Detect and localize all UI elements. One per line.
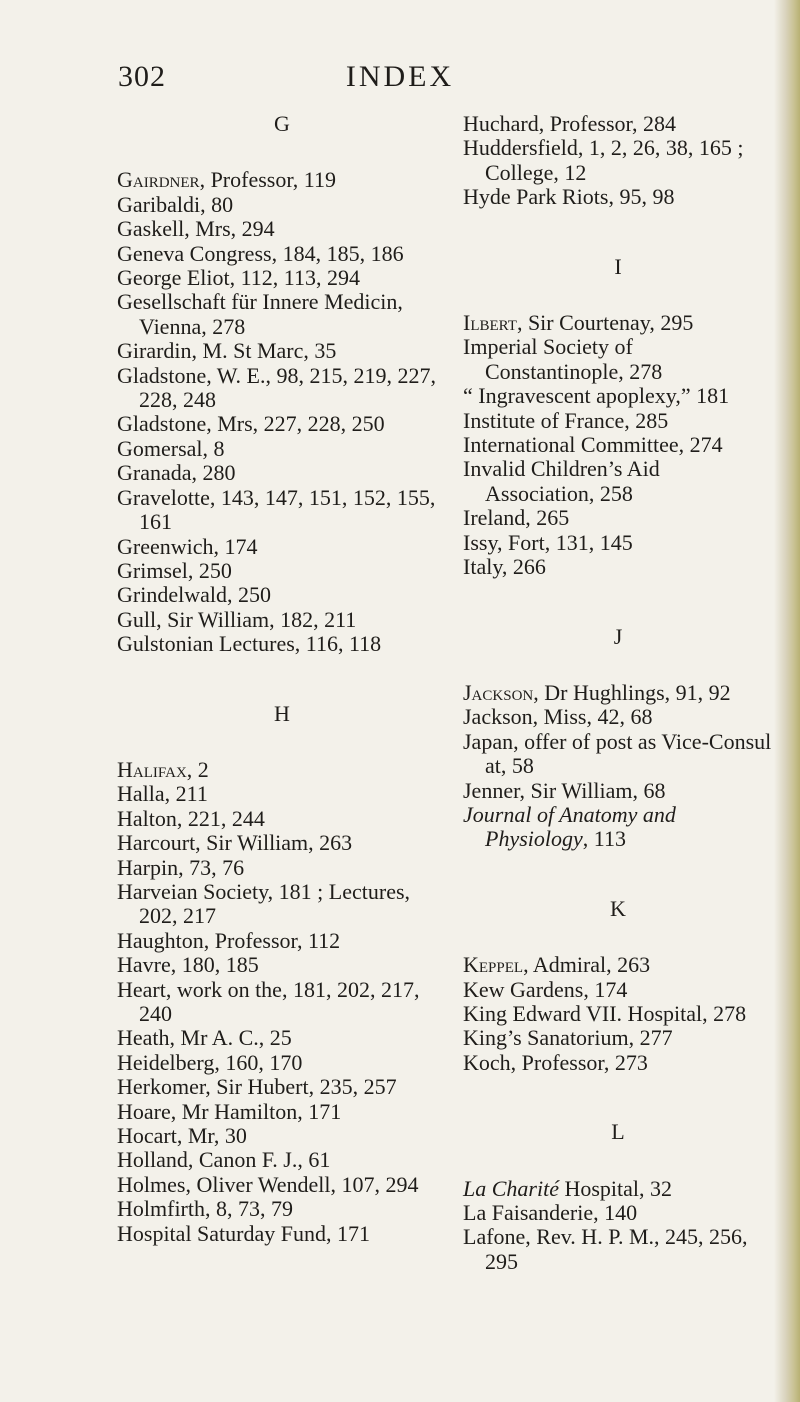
entry-text: Japan, offer of post as Vice-Consul at, 58 [463,728,772,779]
index-entry [117,364,447,413]
entry-text: Garibaldi, 80 [117,191,234,217]
entry-text: Grimsel, 250 [117,557,232,583]
index-entry [117,1222,447,1246]
entry-text: Holland, Canon F. J., 61 [117,1147,331,1173]
page-edge-shadow [774,0,800,1402]
section-letter: H [274,700,290,726]
entry-text: Imperial Society of Constantinople, 278 [463,334,663,384]
entry-text: Gulstonian Lectures, 116, 118 [117,631,382,657]
entry-text: Gaskell, Mrs, 294 [117,216,275,242]
entry-text: Invalid Children’s Aid Association, 258 [463,456,660,506]
index-entry [117,953,447,977]
entry-text: , Sir Courtenay, 295 [516,310,694,336]
entry-lead: Jackson [463,679,534,705]
entry-text: King’s Sanatorium, 277 [463,1025,673,1051]
index-entry [117,758,447,782]
entry-text: Heart, work on the, 181, 202, 217, 240 [117,976,420,1026]
entry-text: Granada, 280 [117,460,236,486]
entry-text: Girardin, M. St Marc, 35 [117,338,337,364]
index-entry [463,1201,773,1225]
entry-text: Hocart, Mr, 30 [117,1123,247,1149]
entry-text: International Committee, 274 [463,432,723,458]
index-entry [463,311,773,335]
entry-lead: Keppel [463,952,524,978]
page-header [0,58,800,98]
entry-text: , Dr Hughlings, 91, 92 [533,679,731,705]
entry-text: Haughton, Professor, 112 [117,927,341,953]
index-entry [117,782,447,806]
entry-text: Gladstone, W. E., 98, 215, 219, 227, 228, 248 [117,362,436,413]
index-entry [463,1026,773,1050]
entry-text: Hospital Saturday Fund, 171 [117,1220,370,1246]
index-entry [117,1148,447,1172]
entry-text: Grindelwald, 250 [117,582,271,608]
entry-text: Harveian Society, 181 ; Lectures, 202, 217 [117,878,411,929]
index-entry [117,486,447,535]
index-entry [463,555,773,579]
index-entry [117,339,447,363]
index-entry [117,1051,447,1075]
entry-text: Huddersfield, 1, 2, 26, 38, 165 ; College, 12 [463,135,744,185]
entry-text: Hoare, Mr Hamilton, 171 [117,1098,342,1124]
index-entry [463,1177,773,1201]
index-entry [463,978,773,1002]
entry-text: Halla, 211 [117,781,208,807]
entry-text: Gull, Sir William, 182, 211 [117,606,357,632]
index-entry [117,880,447,929]
index-entry [463,112,773,136]
index-entry [117,807,447,831]
index-entry [463,779,773,803]
index-entry [117,1197,447,1221]
index-entry [463,457,773,506]
index-entry [117,583,447,607]
index-entry [117,461,447,485]
entry-text: , Professor, 119 [199,167,336,193]
entry-text: Jackson, Miss, 42, 68 [463,704,653,730]
index-entry [117,168,447,192]
index-entry [117,193,447,217]
index-entry [117,290,447,339]
entry-text: Italy, 266 [463,554,546,580]
index-entry [117,535,447,559]
section-letter: K [610,895,626,921]
index-entry [463,1225,773,1274]
index-entry [117,559,447,583]
entry-text: Geneva Congress, 184, 185, 186 [117,240,404,266]
entry-text: Hyde Park Riots, 95, 98 [463,184,675,210]
index-entry [463,433,773,457]
entry-text: , 2 [186,756,209,782]
entry-text: La Faisanderie, 140 [463,1200,638,1225]
page-number: 302 [118,60,166,93]
entry-text: Jenner, Sir William, 68 [463,777,666,803]
index-entry [463,1002,773,1026]
entry-text: Gravelotte, 143, 147, 151, 152, 155, 161 [117,484,436,535]
entry-text: Lafone, Rev. H. P. M., 245, 256, 295 [463,1224,748,1274]
index-entry [463,335,773,384]
index-entry [463,1051,773,1075]
index-column-left [117,112,447,1246]
index-entry [117,1100,447,1124]
index-entry [117,1075,447,1099]
entry-text: Gomersal, 8 [117,435,225,461]
index-entry [117,1026,447,1050]
entry-text: Harcourt, Sir William, 263 [117,830,353,856]
entry-lead: Halifax [117,756,187,782]
index-entry [463,803,773,852]
index-entry [117,217,447,241]
entry-text: King Edward VII. Hospital, 278 [463,1000,747,1026]
index-entry [463,136,773,185]
entry-text: Institute of France, 285 [463,407,669,433]
section-letter: L [611,1119,625,1145]
entry-text: Holmfirth, 8, 73, 79 [117,1196,293,1222]
entry-italic: Journal of Anatomy and Physiology [463,801,676,852]
index-entry [463,953,773,977]
index-entry [117,632,447,656]
entry-text: Havre, 180, 185 [117,952,259,978]
entry-lead: Gairdner [117,167,200,193]
index-entry [117,608,447,632]
running-head: INDEX [345,60,455,93]
index-entry [463,506,773,530]
entry-text: Heath, Mr A. C., 25 [117,1025,292,1051]
index-entry [117,266,447,290]
entry-text: Heidelberg, 160, 170 [117,1049,303,1075]
section-letter: J [613,623,623,649]
index-entry [117,978,447,1027]
index-entry [463,730,773,779]
index-entry [463,681,773,705]
entry-lead: Ilbert [463,310,517,336]
index-entry [463,705,773,729]
entry-text: Hospital, 32 [558,1175,673,1201]
entry-text: Holmes, Oliver Wendell, 107, 294 [117,1171,419,1197]
entry-text: Greenwich, 174 [117,533,258,559]
index-entry [117,1173,447,1197]
index-entry [117,831,447,855]
index-entry [117,412,447,436]
entry-text: Issy, Fort, 131, 145 [463,529,633,555]
entry-text: , Admiral, 263 [523,952,651,978]
index-entry [117,1124,447,1148]
entry-text: Huchard, Professor, 284 [463,111,676,136]
entry-text: Gladstone, Mrs, 227, 228, 250 [117,411,385,437]
entry-italic: La Charité [463,1175,559,1201]
index-entry [117,929,447,953]
index-entry [463,531,773,555]
index-column-right [463,112,773,1274]
section-letter: G [274,111,290,136]
entry-text: George Eliot, 112, 113, 294 [117,265,360,291]
index-entry [117,856,447,880]
section-letter: I [614,253,622,279]
entry-text: “ Ingravescent apoplexy,” 181 [463,383,730,409]
index-entry [463,409,773,433]
entry-text: Herkomer, Sir Hubert, 235, 257 [117,1074,397,1100]
index-entry [463,384,773,408]
index-entry [117,242,447,266]
index-entry [463,185,773,209]
entry-text: Koch, Professor, 273 [463,1049,648,1075]
entry-text: Ireland, 265 [463,505,570,531]
index-entry [117,437,447,461]
entry-text: Halton, 221, 244 [117,805,265,831]
entry-text: Harpin, 73, 76 [117,854,245,880]
entry-text: Kew Gardens, 174 [463,976,628,1002]
entry-text: , 113 [582,826,626,852]
entry-text: Gesellschaft für Innere Medicin, Vienna, 278 [117,289,403,339]
